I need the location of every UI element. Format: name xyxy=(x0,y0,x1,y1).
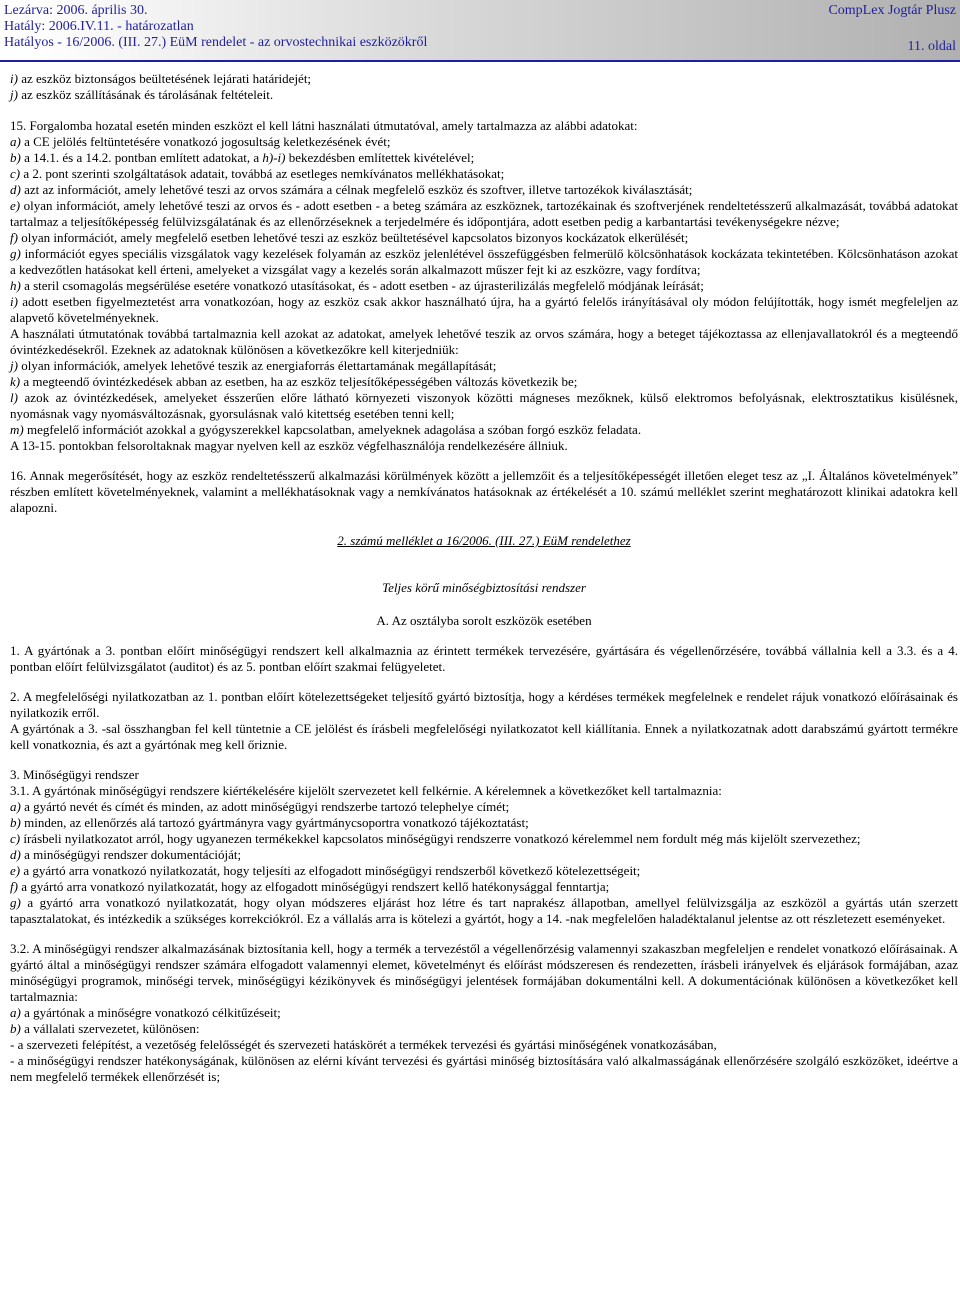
item-text: megfelelő információt azokkal a gyógyszerekkel kapcsolatban, amelyeknek adagolása a szóban forgó eszköz feladata. xyxy=(23,422,642,437)
paragraph-indented: A használati útmutatónak továbbá tartalmaznia kell azokat az adatokat, amelyek lehetővé teszik az orvos számára, hogy a beteget tájékoztassa az ellenjavallatokról és a megteendő óvintézkedésekről. Ezeknek az adatoknak különösen a következőkre kell kiterjedniük: xyxy=(10,326,958,357)
dash-item: - a szervezeti felépítést, a vezetőség felelősségét és szervezeti hatáskörét a termékek tervezési és gyártási minőségének vonatkozásában, xyxy=(10,1037,717,1052)
list-item xyxy=(10,815,958,831)
item-text: adott esetben figyelmeztetést arra vonatkozóan, hogy az eszköz csak akkor használható újra, ha a gyártó felelős irányításával oly módon felújították, hogy ismét megfeleljen az alapvető követelményeknek. xyxy=(10,294,958,325)
item-letter: e) xyxy=(10,198,21,213)
item-letter: c) xyxy=(10,166,21,181)
item-text: azt az információt, amely lehetővé teszi az orvos számára a célnak megfelelő eszköz és szoftver, illetve tartozékok kiválasztását; xyxy=(20,182,693,197)
item-text: írásbeli nyilatkozatot arról, hogy ugyanezen termékekkel kapcsolatos minőségügyi rendszerre vonatkozó kérelemmel nem fordult még más kijelölt szervezethez; xyxy=(20,831,861,846)
item-text: a megteendő óvintézkedések abban az esetben, ha az eszköz teljesítőképességében változás következik be; xyxy=(20,374,578,389)
item-text: a 14.1. és a 14.2. pontban említett adatokat, a xyxy=(20,150,263,165)
section-3-heading: 3. Minőségügyi rendszer xyxy=(10,767,139,782)
item-text: azok az óvintézkedések, amelyeket ésszerűen előre látható környezeti viszonyok közötti mágneses mezőknek, külső elektromos befolyásnak, elektrosztatikus kisülésnek, nyomásnak vagy nyomásváltozásnak, gyorsulásnak való kitettség esetében tenni kell; xyxy=(10,390,958,421)
item-text: a CE jelölés feltüntetésére vonatkozó jogosultság keletkezésének évét; xyxy=(20,134,391,149)
item-text: a minőségügyi rendszer dokumentációját; xyxy=(20,847,242,862)
list-item xyxy=(10,278,958,294)
list-item xyxy=(10,863,958,879)
item-text: a gyártó arra vonatkozó nyilatkozatát, hogy olyan módszeres eljárást hoz létre és tart naprakész állapotban, amellyel felülvizsgálja az eszközöl a gyártás után szerzett tapasztalatokat, és intézkedik a szükséges korrekciókról. Ez a vállalás arra is kötelezi a gyártót, hogy a 14. -nak megfelelően haladéktalanul jelentse az ott részletezett eseményeket. xyxy=(10,895,958,926)
item-text: a vállalati szervezetet, különösen: xyxy=(20,1021,200,1036)
item-letter: d) xyxy=(10,182,21,197)
item-letter: l) xyxy=(10,390,18,405)
header-document-title: Hatályos - 16/2006. (III. 27.) EüM rendelet - az orvostechnikai eszközökről xyxy=(4,35,428,50)
item-letter: b) xyxy=(10,1021,21,1036)
item-text: olyan információt, amely lehetővé teszi az orvos és - adott esetben - a beteg számára az eszköznek, tartozékainak és szoftverjének rendeltetésszerű alkalmazását, továbbá adatokat tartalmaz a teljesítőképesség felülvizsgálatának és az ellenőrzéseknek a terjedelmére és időpontjára, adott esetben pedig a karbantartási tevékenységekre nézve; xyxy=(10,198,958,229)
list-item xyxy=(10,1021,958,1037)
dash-item: - a minőségügyi rendszer hatékonyságának, különösen az elérni kívánt tervezési és gyártási minőség biztosítására való alkalmasságának ellenőrzésére szolgáló eszközöket, ideértve a nem megfelelő termékek ellenőrzését is; xyxy=(10,1053,958,1084)
list-item xyxy=(10,198,958,230)
header-page-number: 11. oldal xyxy=(907,39,956,54)
item-text: bekezdésben említettek kivételével; xyxy=(285,150,475,165)
list-item xyxy=(10,390,958,422)
list-item xyxy=(10,422,958,438)
item-letter: g) xyxy=(10,895,21,910)
list-item xyxy=(10,71,958,87)
item-letter: h) xyxy=(10,278,21,293)
item-text: minden, az ellenőrzés alá tartozó gyártmányra vagy gyártmánycsoportra vonatkozó tájékoztatást; xyxy=(20,815,529,830)
header-scope: Hatály: 2006.IV.11. - határozatlan xyxy=(4,19,194,34)
annex-subtitle: Teljes körű minőségbiztosítási rendszer xyxy=(382,580,586,595)
paragraph-3-1: 3.1. A gyártónak minőségügyi rendszere kiértékelésére kijelölt szervezetet kell felkérnie. A kérelemnek a következőket kell tartalmaznia: xyxy=(10,783,722,798)
item-letter: d) xyxy=(10,847,21,862)
list-item xyxy=(10,831,958,847)
item-letter: i) xyxy=(10,71,18,86)
item-text: a gyártó arra vonatkozó nyilatkozatát, hogy az elfogadott minőségügyi rendszert kellő hatékonysággal fenntartja; xyxy=(17,879,610,894)
list-item xyxy=(10,294,958,326)
header-left xyxy=(4,3,427,51)
item-text: a 2. pont szerinti szolgáltatások adatait, továbbá az esetleges nemkívánatos mellékhatásokat; xyxy=(20,166,505,181)
list-item xyxy=(10,879,958,895)
item-reference: h)-i) xyxy=(262,150,286,165)
paragraph-indented: A 13-15. pontokban felsoroltaknak magyar nyelven kell az eszköz végfelhasználója rendelkezésére állniuk. xyxy=(10,438,568,453)
item-letter: f) xyxy=(10,879,18,894)
list-item xyxy=(10,230,958,246)
list-item xyxy=(10,895,958,927)
item-letter: c) xyxy=(10,831,21,846)
paragraph-16: 16. Annak megerősítését, hogy az eszköz rendeltetésszerű alkalmazási körülmények között a jellemzőit és a teljesítőképességét illetően eleget tesz az „I. Általános követelmények” részben említett követelményeknek, valamint a mellékhatásoknak vagy a nemkívánatos hatásoknak az értékelését a 10. számú melléklet szerint meghatározott klinikai adatokra kell alapozni. xyxy=(10,468,958,515)
list-item xyxy=(10,374,958,390)
paragraph-15: 15. Forgalomba hozatal esetén minden eszközt el kell látni használati útmutatóval, amely tartalmazza az alábbi adatokat: xyxy=(10,118,638,133)
list-item xyxy=(10,182,958,198)
item-text: információt egyes speciális vizsgálatok vagy kezelések folyamán az eszköz jelenlétével összefüggésben felmerülő kölcsönhatások kockázata tekintetében. Kölcsönhatáson azokat a kedvezőtlen hatásokat kell érteni, amelyeket a vizsgálat vagy a kezelés során alkalmazott műszer fejt ki az eszközre, vagy fordítva; xyxy=(10,246,958,277)
list-item xyxy=(10,166,958,182)
item-letter: m) xyxy=(10,422,24,437)
item-letter: f) xyxy=(10,230,18,245)
item-text: a steril csomagolás megsérülése esetére vonatkozó utasításokat, és - adott esetben - az újrasterilizálás megfelelő módjának leírását; xyxy=(20,278,704,293)
list-item xyxy=(10,134,958,150)
item-letter: k) xyxy=(10,374,21,389)
header-closed-date: Lezárva: 2006. április 30. xyxy=(4,3,148,18)
item-text: olyan információt, amely megfelelő esetben lehetővé teszi az eszköz beültetésével kapcsolatos bizonyos kockázatok elkerülését; xyxy=(17,230,689,245)
item-letter: g) xyxy=(10,246,21,261)
list-item xyxy=(10,246,958,278)
paragraph-1: 1. A gyártónak a 3. pontban előírt minőségügyi rendszert kell alkalmaznia az érintett termékek tervezésére, gyártására és végellenőrzésére, továbbá vállalnia kell a 3.3. és a 4. pontban előírt felülvizsgálatot (auditot) és az 5. pontban előírt szakmai felügyeletet. xyxy=(10,643,958,674)
paragraph-2: 2. A megfelelőségi nyilatkozatban az 1. pontban előírt kötelezettségeket teljesítő gyártó biztosítja, hogy a kérdéses termékek megfelelnek e rendelet rájuk vonatkozó előírásainak és nyilatkozik erről. xyxy=(10,689,958,720)
item-text: olyan információk, amelyek lehetővé teszik az energiaforrás élettartamának megállapítását; xyxy=(17,358,497,373)
item-letter: i) xyxy=(10,294,18,309)
section-heading: A. Az osztályba sorolt eszközök esetében xyxy=(376,613,592,628)
header-product-name: CompLex Jogtár Plusz xyxy=(828,3,956,18)
item-letter: j) xyxy=(10,87,18,102)
item-text: a gyártó nevét és címét és minden, az adott minőségügyi rendszerbe tartozó telephelye címét; xyxy=(20,799,510,814)
item-letter: b) xyxy=(10,815,21,830)
paragraph-3-2: 3.2. A minőségügyi rendszer alkalmazásának biztosítania kell, hogy a termék a tervezéstől a végellenőrzésig valamennyi szakaszban megfeleljen e rendelet vonatkozó előírásainak. A gyártó által a minőségügyi rendszer számára elfogadott valamennyi elemet, követelményt és előírást módszeresen és rendezetten, írásbeli irányelvek és eljárások formájában, azaz minőségügyi programok, minőségi tervek, minőségügyi kézikönyvek és minőségügyi jelentések formájában dokumentálni kell. A dokumentációnak különösen a következőket kell tartalmaznia: xyxy=(10,941,958,1004)
annex-title: 2. számú melléklet a 16/2006. (III. 27.) EüM rendelethez xyxy=(337,533,631,548)
item-letter: a) xyxy=(10,134,21,149)
document-header xyxy=(0,0,960,62)
paragraph-2b: A gyártónak a 3. -sal összhangban fel kell tüntetnie a CE jelölést és írásbeli megfelelőségi nyilatkozatot kell kiállítania. Ennek a nyilatkozatnak adott darabszámú gyártott termékre kell vonatkoznia, és azt a gyártónak meg kell őriznie. xyxy=(10,721,958,752)
list-item xyxy=(10,1005,958,1021)
list-item xyxy=(10,847,958,863)
item-letter: j) xyxy=(10,358,18,373)
list-item xyxy=(10,150,958,166)
item-text: az eszköz biztonságos beültetésének lejárati határidejét; xyxy=(17,71,312,86)
list-item xyxy=(10,799,958,815)
item-letter: a) xyxy=(10,799,21,814)
item-letter: a) xyxy=(10,1005,21,1020)
item-letter: b) xyxy=(10,150,21,165)
item-text: a gyártónak a minőségre vonatkozó célkitűzéseit; xyxy=(20,1005,281,1020)
item-text: a gyártó arra vonatkozó nyilatkozatát, hogy teljesíti az elfogadott minőségügyi rendszerből következő kötelezettségeit; xyxy=(20,863,641,878)
header-rule xyxy=(0,60,960,62)
item-letter: e) xyxy=(10,863,21,878)
list-item xyxy=(10,87,958,103)
document-body xyxy=(10,71,958,1085)
list-item xyxy=(10,358,958,374)
item-text: az eszköz szállításának és tárolásának feltételeit. xyxy=(17,87,274,102)
